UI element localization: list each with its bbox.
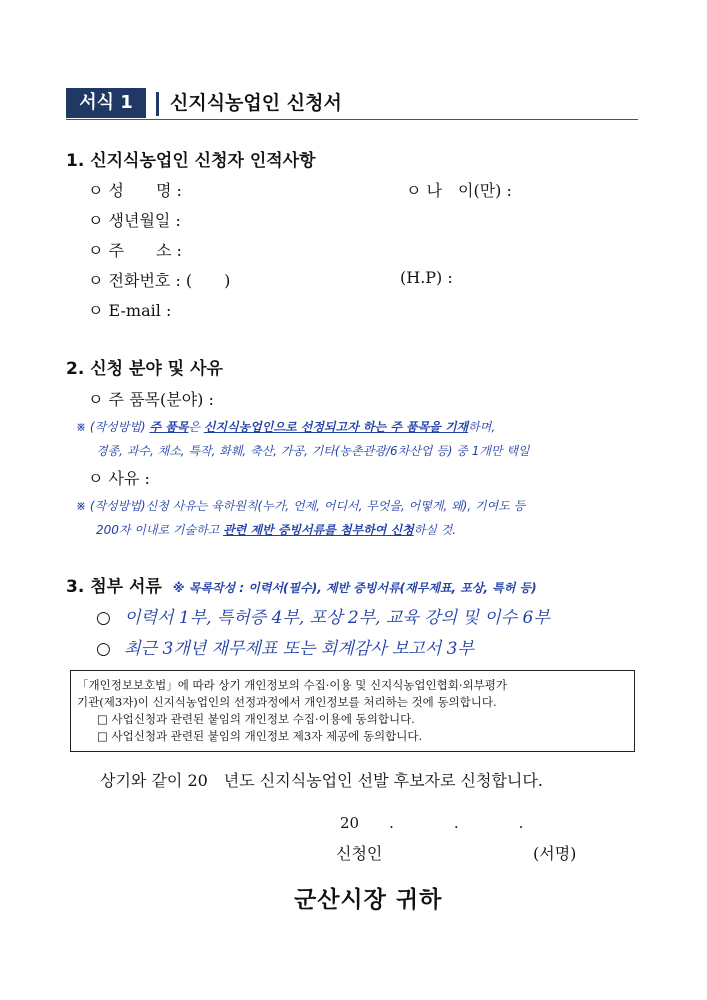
reason-writing-guide: ※ (작성방법)신청 사유는 육하원칙(누가, 언제, 어디서, 무엇을, 어떻게, 왜), 기여도 등 [76,499,526,513]
section3-title: 3. 첨부 서류 [66,577,162,597]
form-title: 신지식농업인 신청서 [170,92,342,114]
section2-title: 2. 신청 분야 및 사유 [66,359,223,379]
age-field[interactable]: ㅇ 나 이(만) : [406,181,512,200]
consent-text-line2: 기관(제3자)이 신지식농업인의 선정과정에서 개인정보를 처리하는 것에 동의합니다. [77,695,497,709]
form-header [66,88,638,120]
header-divider [156,92,159,116]
phone-field[interactable]: ㅇ 전화번호 : ( ) [88,271,231,290]
reason-field[interactable]: ㅇ 사유 : [88,469,150,488]
name-field[interactable]: ㅇ 성 명 : [88,181,182,200]
application-statement: 상기와 같이 20 년도 신지식농업인 선발 후보자로 신청합니다. [100,771,543,790]
signature-field[interactable]: (서명) [533,844,577,863]
section1-title: 1. 신지식농업인 신청자 인적사항 [66,151,316,171]
attachment-guide: ※ 목록작성 : 이력서(필수), 제반 증빙서류(재무제표, 포상, 특허 등) [172,581,537,595]
reason-writing-guide-2: 200자 이내로 기술하고 관련 제반 증빙서류를 첨부하여 신청하실 것. [96,523,457,537]
section3-heading [66,572,537,597]
address-field[interactable]: ㅇ 주 소 : [88,241,182,260]
item-category-guide: 경종, 과수, 채소, 특작, 화훼, 축산, 가공, 기타(농촌관광/6차산업 등) 중 1개만 택일 [96,444,530,458]
attachment-item: ○ 최근 3개년 재무제표 또는 회계감사 보고서 3부 [96,639,474,659]
form-number-badge: 서식 1 [66,88,146,118]
main-item-field[interactable]: ㅇ 주 품목(분야) : [88,390,214,409]
applicant-label: 신청인 [336,844,383,863]
mobile-field[interactable]: (H.P) : [400,268,453,287]
consent-third-party-checkbox[interactable]: □ 사업신청과 관련된 붙임의 개인정보 제3자 제공에 동의합니다. [97,729,423,743]
birthdate-field[interactable]: ㅇ 생년월일 : [88,211,181,230]
consent-text-line1: 「개인정보보호법」에 따라 상기 개인정보의 수집·이용 및 신지식농업인협회·외부평가 [77,678,507,692]
item-writing-guide: ※ (작성방법) 주 품목은 신지식농업인으로 선정되고자 하는 주 품목을 기재하며, [76,420,496,434]
attachment-item: ○ 이력서 1부, 특허증 4부, 포상 2부, 교육 강의 및 이수 6부 [96,608,550,628]
addressee: 군산시장 귀하 [294,887,443,913]
privacy-consent-box [70,670,635,752]
consent-collection-checkbox[interactable]: □ 사업신청과 관련된 붙임의 개인정보 수집·이용에 동의합니다. [97,712,415,726]
email-field[interactable]: ㅇ E-mail : [88,301,172,320]
application-date[interactable]: 20 . . . [340,814,524,832]
